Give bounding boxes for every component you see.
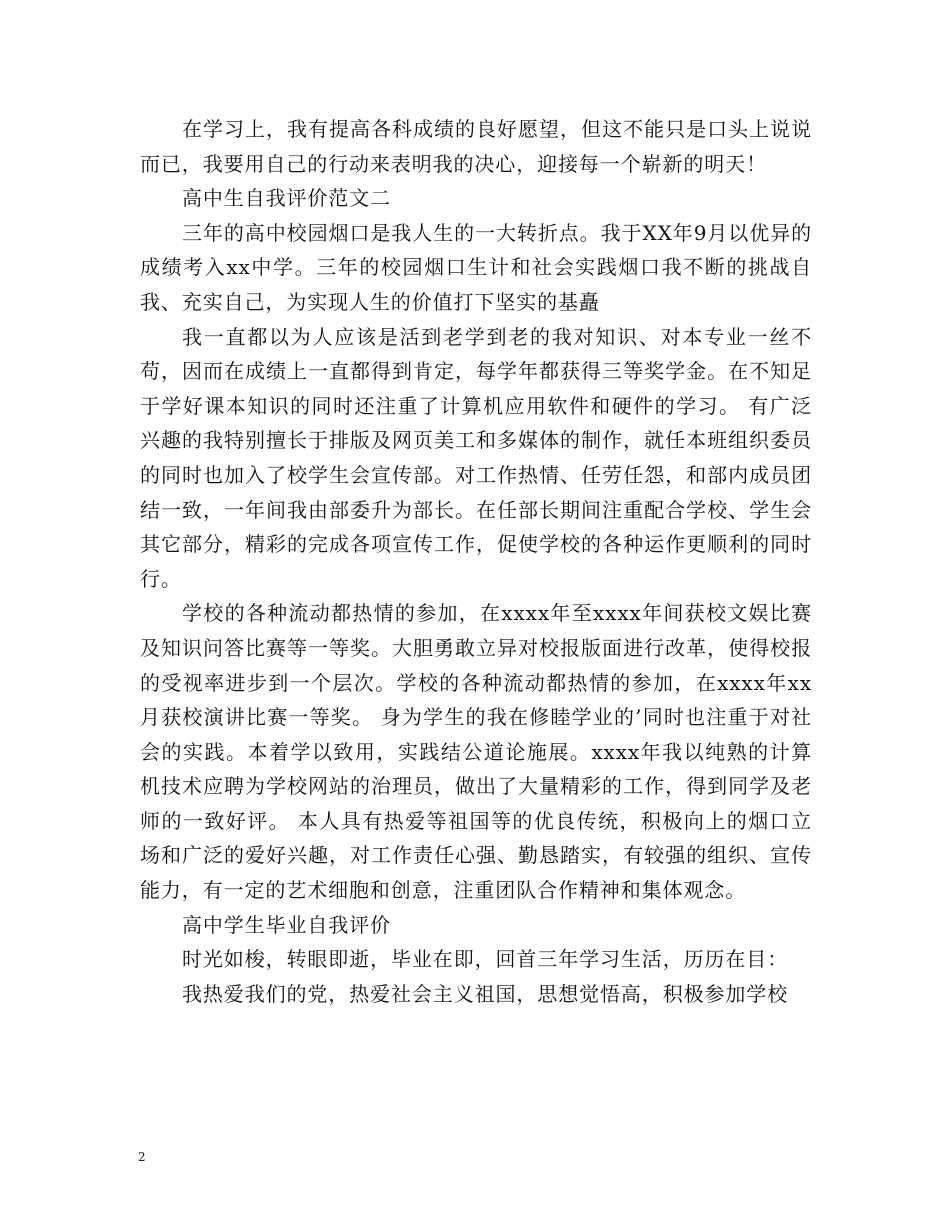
section-heading-graduation: 高中学生毕业自我评价 [182, 912, 391, 937]
paragraph-lifelong-learning: 我一直都以为人应该是活到老学到老的我对知识、对本专业一丝不苟，因而在成绩上一直都得到肯定，每学年都获得三等奖学金。在不知足于学好课本知识的同时还注重了计算机应用软件和硬件的学习。 有广泛兴趣的我特别擅长于排版及网页美工和多媒体的制作，就任本班组织委员的同时也加入了校学生会宣传部。对工作热情、任劳任怨，和部内成员团结一致，一年间我由部委升为部长。在任部长期间注重配合学校、学生会其它部分，精彩的完成各项宣传工作，促使学校的各种运作更顺利的同时行。 [140, 324, 812, 591]
section-heading-sample-two: 高中生自我评价范文二 [182, 186, 391, 211]
paragraph-study-resolve: 在学习上，我有提高各科成绩的良好愿望，但这不能只是口头上说说而已，我要用自己的行动来表明我的决心，迎接每一个崭新的明天！ [140, 117, 812, 176]
paragraph-school-activities: 学校的各种流动都热情的参加，在xxxx年至xxxx年间获校文娱比赛及知识问答比赛等一等奖。大胆勇敢立异对校报版面进行改革，使得校报的受视率进步到一个层次。学校的各种流动都热情的参加，在xxxx年xx月获校演讲比赛一等奖。 身为学生的我在修睦学业的’同时也注重于对社会的实践。本着学以致用，实践结公道论施展。xxxx年我以纯熟的计算机技术应聘为学校网站的治理员，做出了大量精彩的工作，得到同学及老师的一致好评。 本人具有热爱等祖国等的优良传统，积极向上的烟口立场和广泛的爱好兴趣，对工作责任心强、勤恳踏实，有较强的组织、宣传能力，有一定的艺术细胞和创意，注重团队合作精神和集体观念。 [140, 601, 812, 903]
document-body [140, 112, 812, 1011]
paragraph-three-years: 三年的高中校园烟口是我人生的一大转折点。我于XX年9月以优异的成绩考入xx中学。三年的校园烟口生计和社会实践烟口我不断的挑战自我、充实自己，为实现人生的价值打下坚实的基矗 [140, 220, 812, 314]
paragraph-love-party: 我热爱我们的党，热爱社会主义祖国，思想觉悟高，积极参加学校 [182, 981, 789, 1006]
paragraph-time-flies: 时光如梭，转眼即逝，毕业在即，回首三年学习生活，历历在目： [182, 947, 789, 972]
page-number: 2 [138, 1150, 146, 1164]
